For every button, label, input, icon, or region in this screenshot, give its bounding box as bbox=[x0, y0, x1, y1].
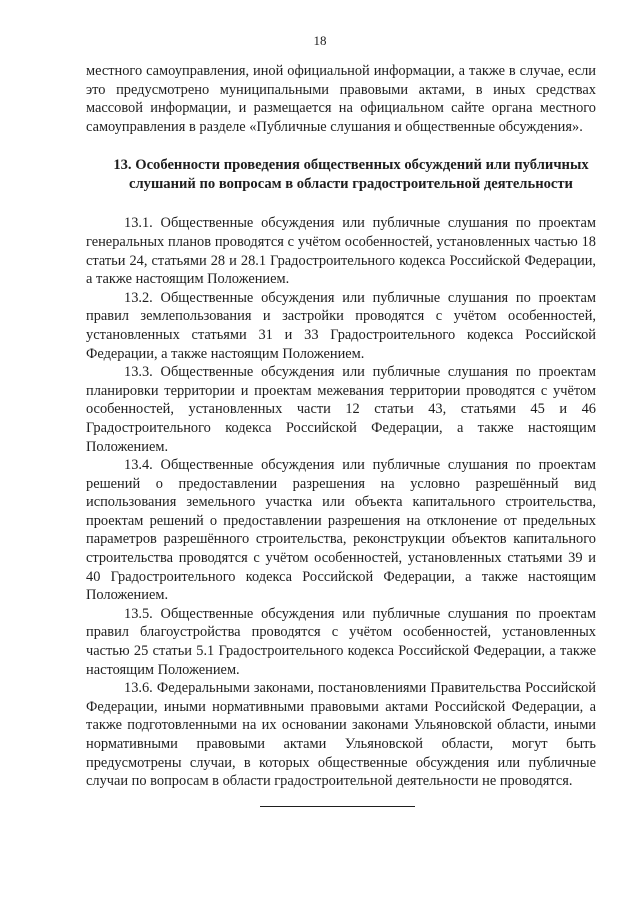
end-divider-line bbox=[260, 806, 415, 807]
paragraph-13-5: 13.5. Общественные обсуждения или публичные слушания по проектам правил благоустройства проводятся с учётом особенностей, установленных частью 25 статьи 5.1 Градостроительного кодекса Российской Федерации, а также настоящим Положением. bbox=[86, 605, 596, 678]
paragraph-13-4: 13.4. Общественные обсуждения или публичные слушания по проектам решений о предоставлении разрешения на условно разрешённый вид использования земельного участка или объекта капитального строительства, проектам решений о предоставлении разрешения на отклонение от предельных параметров разрешённого строительства, реконструкции объектов капитального строительства проводятся с учётом особенностей, установленных статьями 39 и 40 Градостроительного кодекса Российской Федерации, а также настоящим Положением. bbox=[86, 457, 596, 604]
paragraph-13-3: 13.3. Общественные обсуждения или публичные слушания по проектам планировки территории и проектам межевания территории проводятся с учётом особенностей, установленных части 12 статьи 43, статьями 45 и 46 Градостроительного кодекса Российской Федерации, а также настоящим Положением. bbox=[86, 364, 596, 455]
paragraph-13-6: 13.6. Федеральными законами, постановлениями Правительства Российской Федерации, иными нормативными правовыми актами Российской Федерации, а также подготовленными на их основании законами Ульяновской области, иными нормативными правовыми актами Ульяновской области, могут быть предусмотрены случаи, в которых общественные обсуждения или публичные случаи по вопросам в области градостроительной деятельности не проводятся. bbox=[86, 680, 596, 790]
page-number: 18 bbox=[313, 33, 327, 48]
paragraph-13-1: 13.1. Общественные обсуждения или публичные слушания по проектам генеральных планов проводятся с учётом особенностей, установленных частью 18 статьи 24, статьями 28 и 28.1 Градостроительного кодекса Российской Федерации, а также настоящим Положением. bbox=[86, 215, 596, 288]
section-heading: 13. Особенности проведения общественных обсуждений или публичных слушаний по вопросам в области градостроительной деятельности bbox=[113, 157, 589, 193]
document-body bbox=[86, 62, 596, 791]
paragraph-13-2: 13.2. Общественные обсуждения или публичные слушания по проектам правил землепользования и застройки проводятся с учётом особенностей, установленных статьями 31 и 33 Градостроительного кодекса Российской Федерации, а также настоящим Положением. bbox=[86, 289, 596, 362]
intro-paragraph: местного самоуправления, иной официальной информации, а также в случае, если это предусмотрено муниципальными правовыми актами, в иных средствах массовой информации, и размещается на официальном сайте органа местного самоуправления в разделе «Публичные слушания и общественные обсуждения». bbox=[86, 63, 596, 135]
